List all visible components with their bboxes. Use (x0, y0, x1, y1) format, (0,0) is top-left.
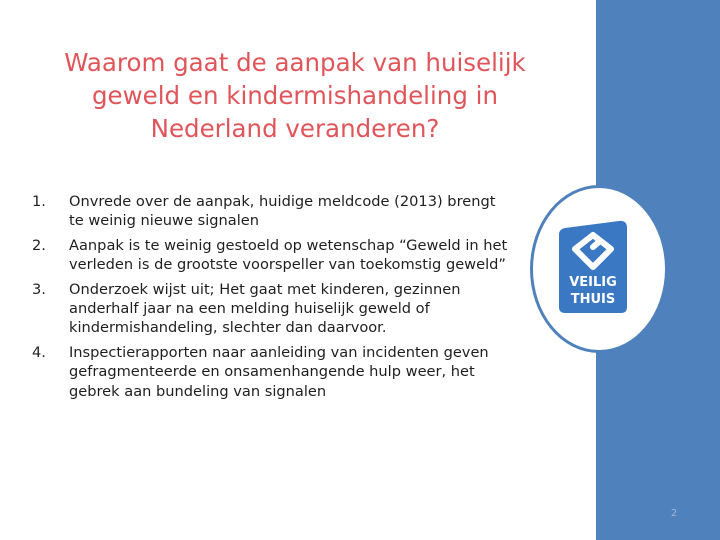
list-item (32, 343, 512, 401)
reasons-list (32, 192, 512, 406)
list-item-text: Aanpak is te weinig gestoeld op wetenschap “Geweld in het verleden is de grootste voorspeller van toekomstig geweld” (69, 236, 508, 274)
list-item-text: Onvrede over de aanpak, huidige meldcode (2013) brengt te weinig nieuwe signalen (69, 193, 496, 230)
slide-title: Waarom gaat de aanpak van huiselijk geweld en kindermishandeling in Nederland veranderen? (64, 48, 526, 143)
list-item (32, 192, 512, 231)
page-number: 2 (670, 508, 678, 519)
list-item-number: 4. (32, 343, 46, 361)
list-item-text: Onderzoek wijst uit; Het gaat met kinderen, gezinnen anderhalf jaar na een melding huiselijk geweld of kindermishandeling, slechter dan daarvoor. (69, 280, 461, 337)
veilig-thuis-logo (555, 219, 631, 315)
list-item (32, 280, 512, 338)
list-item-number: 3. (32, 280, 46, 298)
list-item-number: 2. (32, 236, 46, 254)
list-item-text: Inspectierapporten naar aanleiding van incidenten geven gefragmenteerde en onsamenhangende hulp weer, het gebrek aan bundeling van signalen (69, 343, 489, 400)
logo-line1: VEILIG (569, 275, 617, 290)
logo-line2: THUIS (570, 292, 616, 307)
list-item-number: 1. (32, 193, 46, 210)
list-item (32, 236, 512, 275)
